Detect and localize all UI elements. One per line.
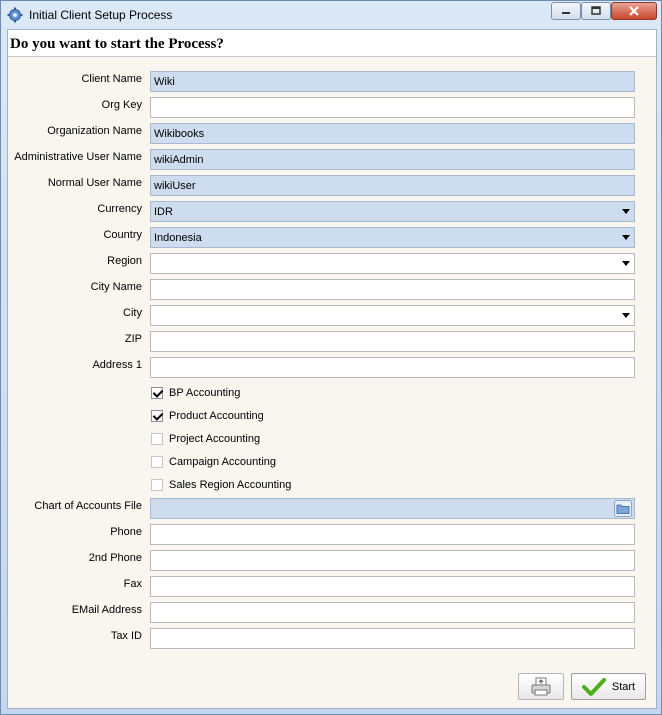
maximize-icon [591, 6, 601, 16]
country-value: Indonesia [154, 232, 202, 244]
currency-combo[interactable] [150, 201, 635, 222]
admin-user-name-value: wikiAdmin [154, 154, 204, 166]
email-label: EMail Address [71, 604, 142, 616]
process-question: Do you want to start the Process? [10, 36, 224, 52]
admin-user-name-label: Administrative User Name [14, 151, 142, 163]
tax-id-label: Tax ID [110, 630, 142, 642]
client-name-value: Wiki [154, 76, 175, 88]
folder-icon[interactable] [614, 500, 632, 517]
country-label: Country [103, 229, 142, 241]
region-combo[interactable] [150, 253, 635, 274]
fax-label: Fax [123, 578, 142, 590]
currency-label: Currency [97, 203, 142, 215]
maximize-button[interactable] [581, 2, 611, 20]
normal-user-name-value: wikiUser [154, 180, 196, 192]
phone-field[interactable] [150, 524, 635, 545]
client-name-label: Client Name [81, 73, 142, 85]
zip-field[interactable] [150, 331, 635, 352]
phone2-label: 2nd Phone [88, 552, 142, 564]
city-name-field[interactable] [150, 279, 635, 300]
city-dropdown-button[interactable] [618, 306, 634, 325]
address1-label: Address 1 [92, 359, 142, 371]
minimize-icon [561, 6, 571, 16]
product-accounting-checkbox[interactable] [151, 408, 264, 424]
chart-of-accounts-label: Chart of Accounts File [34, 500, 142, 512]
gear-icon [7, 7, 23, 23]
chevron-down-icon [622, 235, 630, 240]
address1-field[interactable] [150, 357, 635, 378]
dialog-header [8, 30, 656, 57]
region-label: Region [107, 255, 142, 267]
start-button[interactable] [571, 673, 646, 700]
region-dropdown-button[interactable] [618, 254, 634, 273]
normal-user-name-field[interactable] [150, 175, 635, 196]
organization-name-value: Wikibooks [154, 128, 205, 140]
organization-name-label: Organization Name [47, 125, 142, 137]
city-label: City [123, 307, 142, 319]
chevron-down-icon [622, 313, 630, 318]
checkbox-unchecked[interactable] [151, 433, 163, 445]
country-combo[interactable] [150, 227, 635, 248]
client-name-field[interactable] [150, 71, 635, 92]
checkbox-unchecked[interactable] [151, 479, 163, 491]
org-key-field[interactable] [150, 97, 635, 118]
currency-dropdown-button[interactable] [618, 202, 634, 221]
project-accounting-label: Project Accounting [169, 433, 261, 445]
project-accounting-checkbox[interactable] [151, 431, 260, 447]
zip-label: ZIP [124, 333, 142, 345]
campaign-accounting-checkbox[interactable] [151, 454, 276, 470]
print-button[interactable] [518, 673, 564, 700]
tax-id-field[interactable] [150, 628, 635, 649]
close-button[interactable] [611, 2, 657, 20]
checkbox-unchecked[interactable] [151, 456, 163, 468]
print-icon [530, 677, 552, 697]
phone-label: Phone [110, 526, 142, 538]
country-dropdown-button[interactable] [618, 228, 634, 247]
sales-region-accounting-checkbox[interactable] [151, 477, 291, 493]
minimize-button[interactable] [551, 2, 581, 20]
window-title: Initial Client Setup Process [29, 8, 173, 22]
checkmark-icon [582, 677, 606, 697]
normal-user-name-label: Normal User Name [47, 177, 142, 189]
admin-user-name-field[interactable] [150, 149, 635, 170]
title-bar[interactable] [1, 1, 661, 29]
organization-name-field[interactable] [150, 123, 635, 144]
chevron-down-icon [622, 209, 630, 214]
bp-accounting-checkbox[interactable] [151, 385, 240, 401]
checkbox-checked[interactable] [151, 387, 163, 399]
email-field[interactable] [150, 602, 635, 623]
checkbox-checked[interactable] [151, 410, 163, 422]
city-combo[interactable] [150, 305, 635, 326]
product-accounting-label: Product Accounting [169, 410, 264, 422]
chevron-down-icon [622, 261, 630, 266]
phone2-field[interactable] [150, 550, 635, 571]
sales-region-accounting-label: Sales Region Accounting [169, 479, 292, 491]
campaign-accounting-label: Campaign Accounting [169, 456, 277, 468]
start-button-label: Start [611, 680, 636, 693]
currency-value: IDR [154, 206, 173, 218]
city-name-label: City Name [90, 281, 142, 293]
chart-of-accounts-field[interactable] [150, 498, 635, 519]
bp-accounting-label: BP Accounting [169, 387, 241, 399]
dialog-content [7, 29, 657, 709]
org-key-label: Org Key [101, 99, 142, 111]
close-icon [628, 5, 640, 17]
fax-field[interactable] [150, 576, 635, 597]
